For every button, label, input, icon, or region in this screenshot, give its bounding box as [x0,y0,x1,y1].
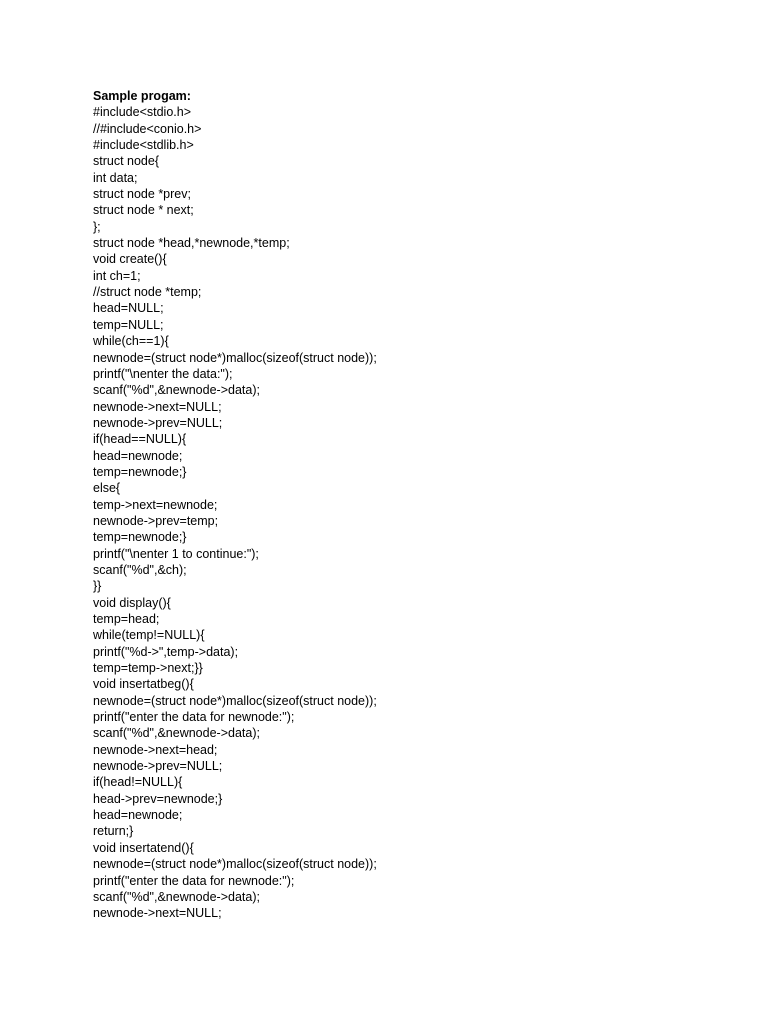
code-line: temp=NULL; [93,317,164,332]
code-line: printf("\nenter the data:"); [93,366,233,381]
code-line: while(temp!=NULL){ [93,628,205,643]
code-line: //#include<conio.h> [93,121,202,136]
code-line: }; [93,219,101,234]
code-line: void create(){ [93,252,167,267]
code-line: scanf("%d",&newnode->data); [93,383,260,398]
code-line: newnode=(struct node*)malloc(sizeof(struct node)); [93,857,377,872]
code-line: //struct node *temp; [93,285,202,300]
code-line: void display(){ [93,595,171,610]
code-line: temp=temp->next;}} [93,661,203,676]
code-line: while(ch==1){ [93,334,169,349]
code-line: newnode->prev=NULL; [93,415,223,430]
code-line: struct node{ [93,154,160,169]
code-line: temp->next=newnode; [93,497,218,512]
code-line: printf("%d->",temp->data); [93,644,239,659]
code-line: printf("enter the data for newnode:"); [93,710,295,725]
code-line: head=newnode; [93,808,183,823]
code-line: }} [93,579,102,594]
code-line: temp=head; [93,612,160,626]
code-line: #include<stdio.h> [93,105,191,120]
code-line: newnode->prev=NULL; [93,759,223,774]
code-line: scanf("%d",&newnode->data); [93,889,260,904]
code-line: head=newnode; [93,448,183,463]
code-line: newnode->next=head; [93,742,218,757]
code-line: newnode->next=NULL; [93,399,222,414]
code-line: void insertatbeg(){ [93,677,194,692]
code-line: #include<stdlib.h> [93,138,194,153]
code-line: if(head==NULL){ [93,432,187,447]
code-line: printf("enter the data for newnode:"); [93,873,295,888]
code-line: int ch=1; [93,268,141,283]
code-line: newnode->next=NULL; [93,906,222,921]
code-line: temp=newnode;} [93,464,187,479]
code-line: newnode=(struct node*)malloc(sizeof(struct node)); [93,693,377,708]
code-line: newnode=(struct node*)malloc(sizeof(struct node)); [93,350,377,365]
code-line: newnode->prev=temp; [93,513,219,528]
code-line: scanf("%d",&newnode->data); [93,726,260,741]
code-line: head->prev=newnode;} [93,791,223,806]
code-line: if(head!=NULL){ [93,775,183,790]
code-line: scanf("%d",&ch); [93,562,187,577]
code-line: temp=newnode;} [93,530,187,545]
code-listing [93,88,713,922]
heading-title: Sample progam: [93,89,191,103]
code-line: return;} [93,824,134,839]
code-line: int data; [93,170,138,185]
code-line: else{ [93,481,121,496]
code-line: struct node *head,*newnode,*temp; [93,236,290,251]
code-line: struct node * next; [93,203,194,218]
code-line: printf("\nenter 1 to continue:"); [93,546,259,561]
code-line: head=NULL; [93,301,164,316]
code-lines [93,104,713,921]
code-line: struct node *prev; [93,187,191,202]
code-line: void insertatend(){ [93,840,194,855]
